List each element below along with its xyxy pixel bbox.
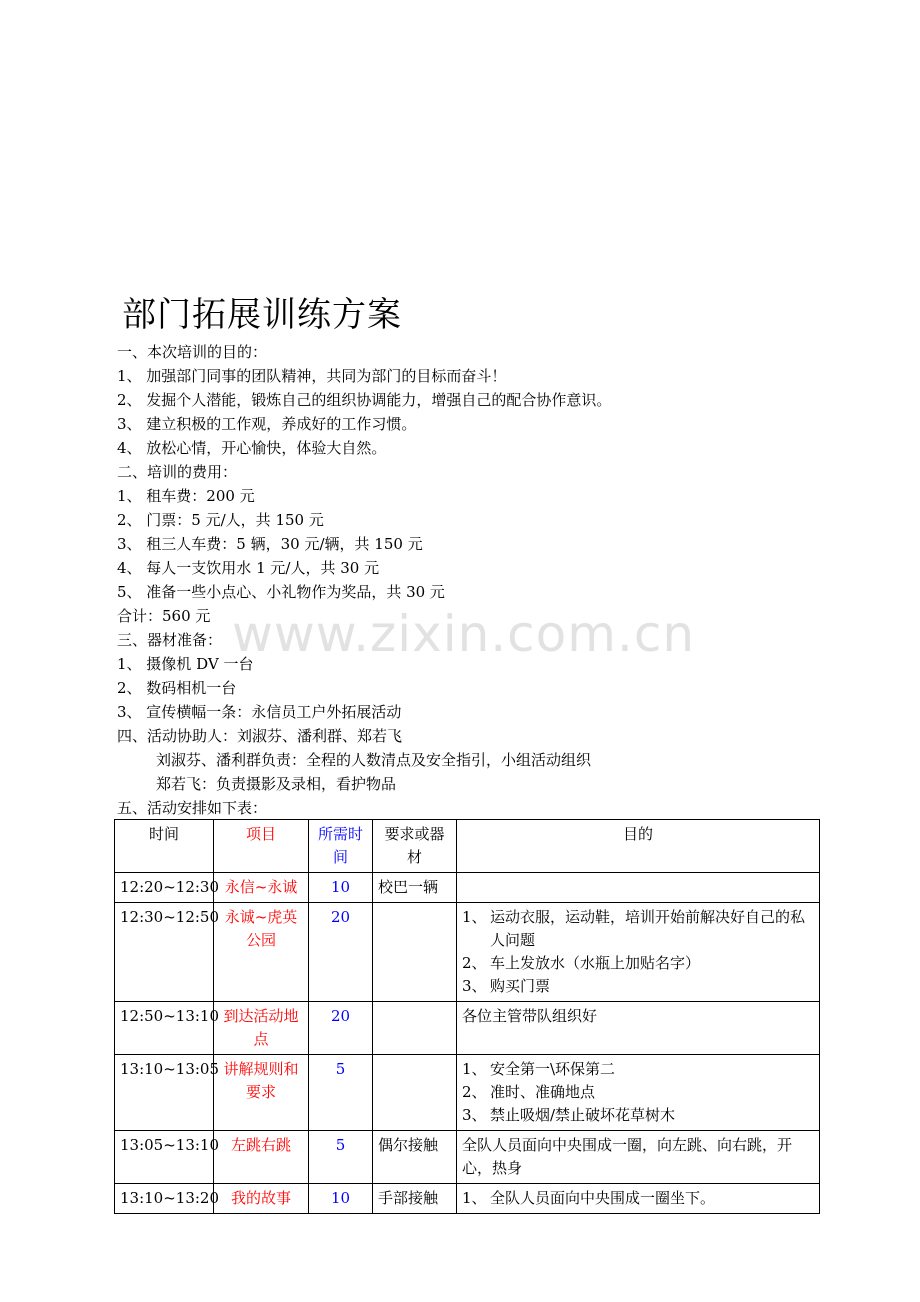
table-row (115, 1055, 820, 1131)
assistant-duty: 郑若飞：负责摄影及录相，看护物品 (156, 775, 397, 793)
table-row (115, 903, 820, 1002)
list-number: 2、 (462, 954, 487, 972)
table-row (115, 873, 820, 903)
cell-time: 13:10~13:20 (115, 1184, 214, 1214)
cell-requirement: 校巴一辆 (373, 873, 457, 903)
cell-duration: 10 (309, 1184, 373, 1214)
section-heading-cost: 二、培训的费用： (117, 463, 238, 481)
purpose-list-item (462, 975, 814, 998)
section-heading-equipment: 三、器材准备： (117, 631, 223, 649)
list-number: 2、 (462, 1083, 487, 1101)
header-item: 项目 (214, 820, 309, 873)
list-text: 购买门票 (490, 977, 551, 995)
cell-duration: 5 (309, 1131, 373, 1184)
table-row (115, 1131, 820, 1184)
cell-purpose: 全队人员面向中央围成一圈，向左跳、向右跳，开心，热身 (457, 1131, 820, 1184)
purpose-list-item (462, 1187, 814, 1210)
cell-purpose (457, 873, 820, 903)
cell-duration: 20 (309, 1002, 373, 1055)
cell-purpose (457, 903, 820, 1002)
cell-time: 12:30~12:50 (115, 903, 214, 1002)
watermark: www.zixin.com.cn (232, 605, 696, 663)
list-number: 3、 (462, 977, 487, 995)
equipment-item: 2、 数码相机一台 (117, 679, 237, 697)
header-purpose: 目的 (457, 820, 820, 873)
cell-item: 讲解规则和要求 (214, 1055, 309, 1131)
cell-purpose: 各位主管带队组织好 (457, 1002, 820, 1055)
equipment-item: 3、 宣传横幅一条：永信员工户外拓展活动 (117, 703, 402, 721)
purpose-list-item (462, 1081, 814, 1104)
list-text: 全队人员面向中央围成一圈坐下。 (490, 1189, 716, 1207)
header-duration: 所需时间 (309, 820, 373, 873)
purpose-item: 1、 加强部门同事的团队精神，共同为部门的目标而奋斗！ (117, 367, 507, 385)
cost-item: 3、 租三人车费：5 辆，30 元/辆，共 150 元 (117, 535, 423, 553)
section-heading-schedule: 五、活动安排如下表： (117, 799, 268, 817)
cell-duration: 20 (309, 903, 373, 1002)
cell-purpose (457, 1055, 820, 1131)
cell-time: 13:10~13:05 (115, 1055, 214, 1131)
purpose-item: 4、 放松心情，开心愉快，体验大自然。 (117, 439, 387, 457)
cost-item: 1、 租车费：200 元 (117, 487, 255, 505)
header-requirement: 要求或器材 (373, 820, 457, 873)
document-body (117, 340, 837, 820)
list-number: 1、 (462, 1060, 487, 1078)
cell-item: 到达活动地点 (214, 1002, 309, 1055)
document-title: 部门拓展训练方案 (122, 295, 402, 335)
header-time: 时间 (115, 820, 214, 873)
table-row (115, 1184, 820, 1214)
list-text: 禁止吸烟/禁止破坏花草树木 (490, 1106, 676, 1124)
cell-duration: 5 (309, 1055, 373, 1131)
section-heading-assistants: 四、活动协助人：刘淑芬、潘利群、郑若飞 (117, 727, 403, 745)
cell-time: 12:20~12:30 (115, 873, 214, 903)
table-row (115, 1002, 820, 1055)
purpose-list-item (462, 952, 814, 975)
cost-item: 4、 每人一支饮用水 1 元/人，共 30 元 (117, 559, 380, 577)
cell-time: 13:05~13:10 (115, 1131, 214, 1184)
cell-requirement (373, 1055, 457, 1131)
cost-item: 2、 门票：5 元/人，共 150 元 (117, 511, 324, 529)
list-number: 3、 (462, 1106, 487, 1124)
equipment-item: 1、 摄像机 DV 一台 (117, 655, 254, 673)
list-number: 1、 (462, 1189, 487, 1207)
cell-item: 左跳右跳 (214, 1131, 309, 1184)
assistant-duty: 刘淑芬、潘利群负责：全程的人数清点及安全指引，小组活动组织 (156, 751, 592, 769)
cell-requirement (373, 903, 457, 1002)
purpose-item: 3、 建立积极的工作观，养成好的工作习惯。 (117, 415, 417, 433)
cell-purpose (457, 1184, 820, 1214)
purpose-list-item (462, 1104, 814, 1127)
cell-requirement: 偶尔接触 (373, 1131, 457, 1184)
cost-total: 合计：560 元 (117, 607, 211, 625)
purpose-list-item (462, 1058, 814, 1081)
cell-item: 永诚~虎英公园 (214, 903, 309, 1002)
cell-requirement: 手部接触 (373, 1184, 457, 1214)
cell-requirement (373, 1002, 457, 1055)
schedule-table (114, 819, 820, 1214)
list-text: 安全第一\环保第二 (490, 1060, 616, 1078)
table-header-row (115, 820, 820, 873)
list-number: 1、 (462, 908, 487, 926)
cell-item: 我的故事 (214, 1184, 309, 1214)
cell-time: 12:50~13:10 (115, 1002, 214, 1055)
list-text: 车上发放水（水瓶上加贴名字） (490, 954, 701, 972)
cost-item: 5、 准备一些小点心、小礼物作为奖品，共 30 元 (117, 583, 445, 601)
cell-item: 永信~永诚 (214, 873, 309, 903)
list-text: 运动衣服，运动鞋，培训开始前解决好自己的私人问题 (490, 908, 806, 949)
section-heading-purpose: 一、本次培训的目的： (117, 343, 268, 361)
cell-duration: 10 (309, 873, 373, 903)
purpose-list-item (462, 906, 814, 952)
purpose-item: 2、 发掘个人潜能，锻炼自己的组织协调能力，增强自己的配合协作意识。 (117, 391, 612, 409)
list-text: 准时、准确地点 (490, 1083, 596, 1101)
